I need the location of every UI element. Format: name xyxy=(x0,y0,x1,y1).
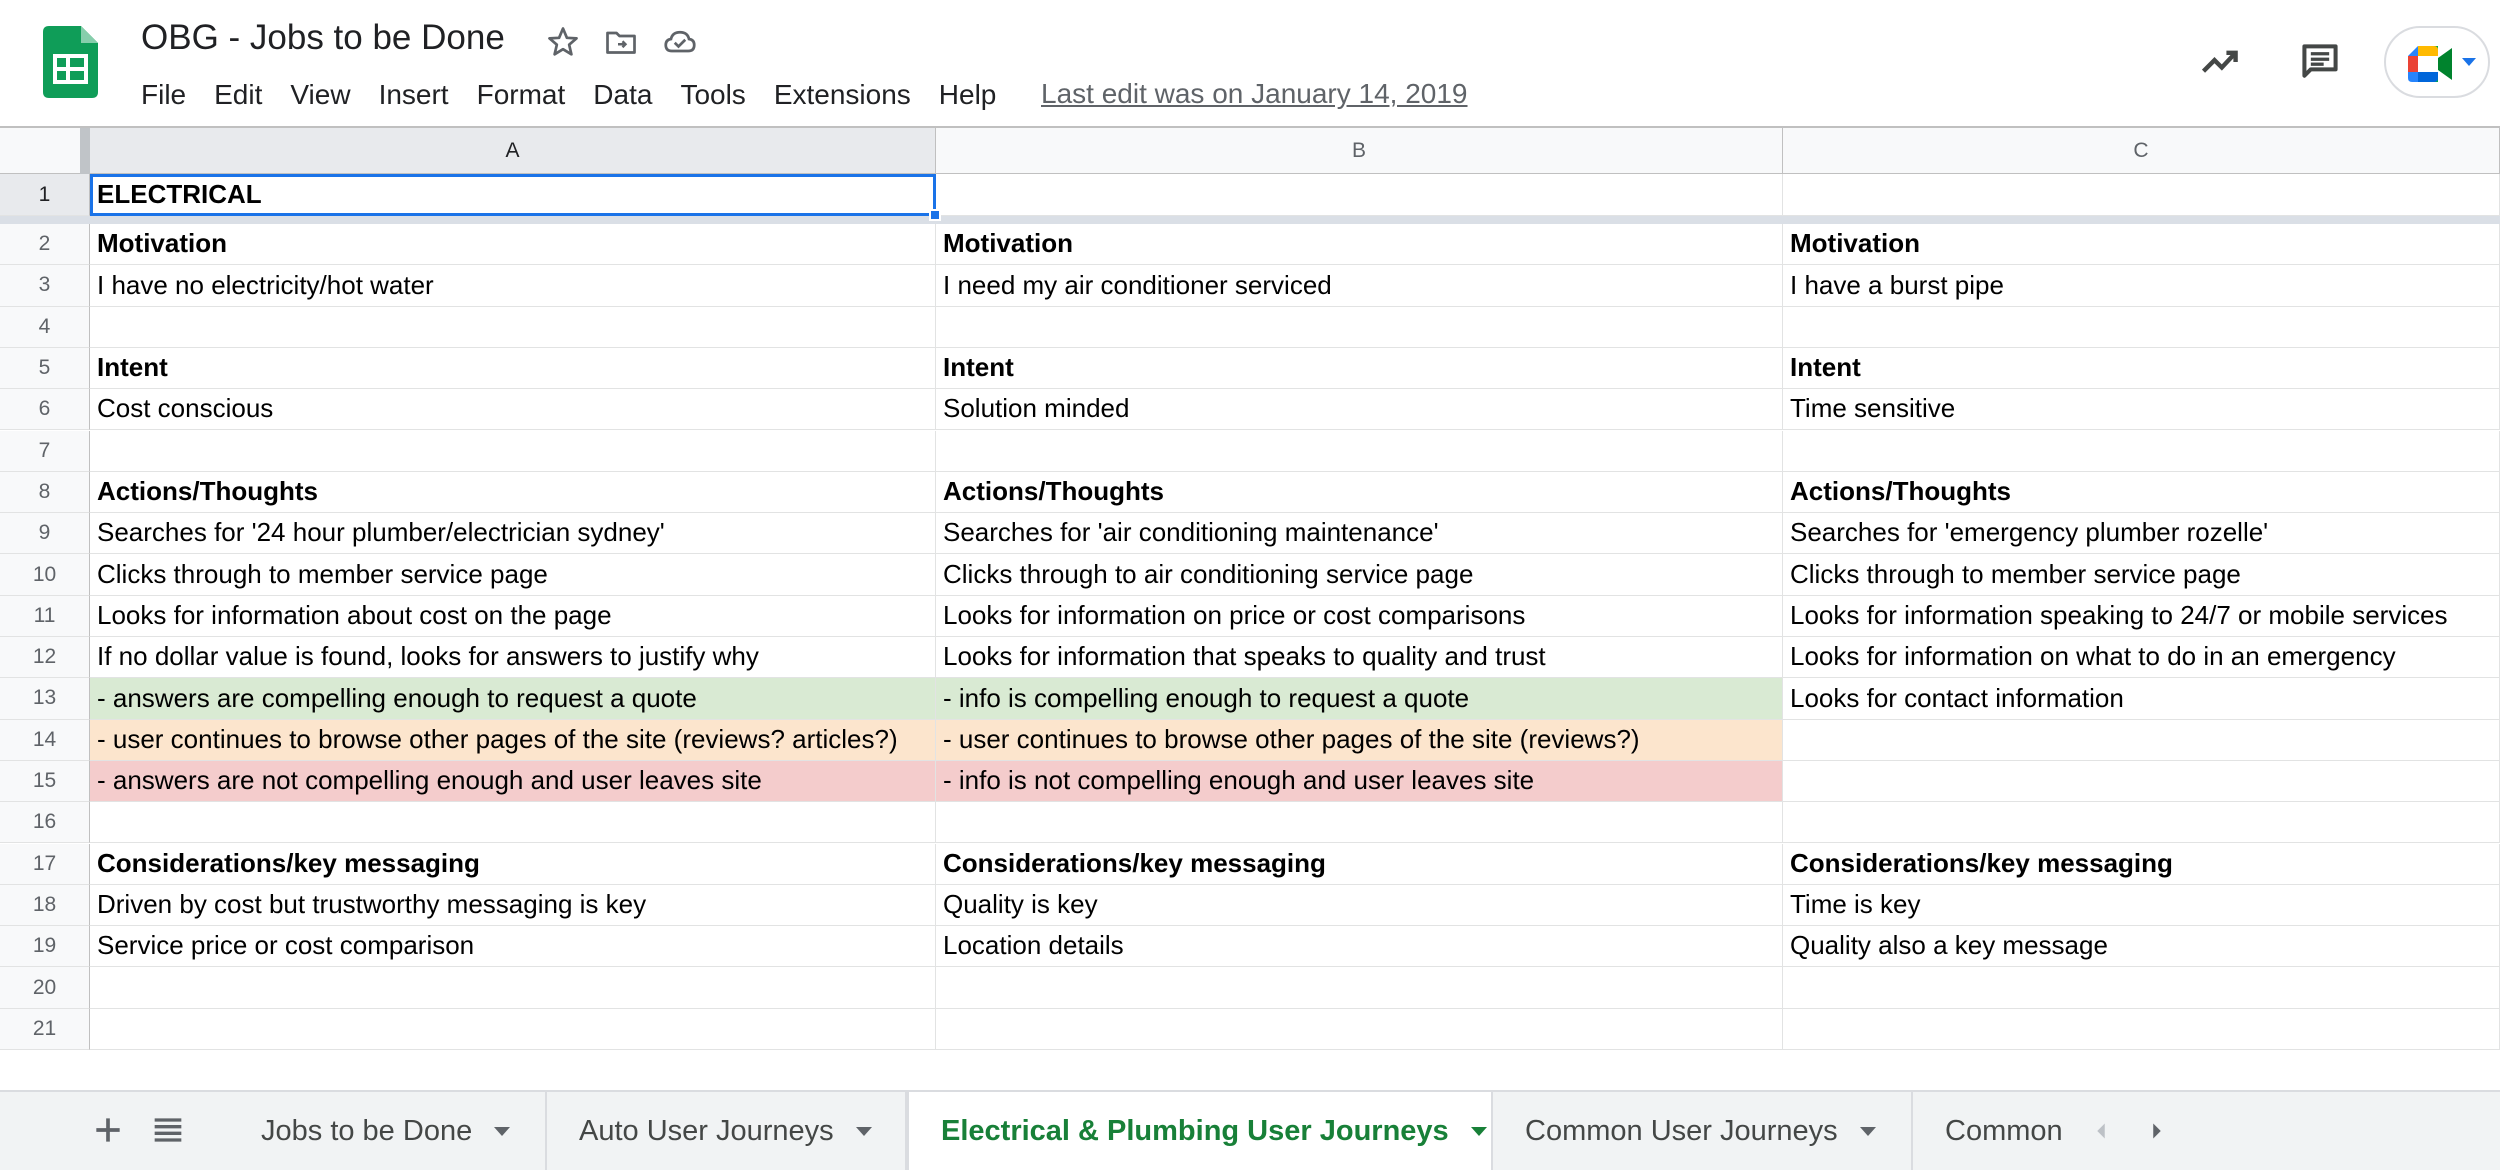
cell-c15[interactable] xyxy=(1783,761,2500,802)
sheet-tab-bar xyxy=(0,1090,2500,1170)
cell-a1[interactable]: ELECTRICAL xyxy=(90,174,936,216)
cell-b16[interactable] xyxy=(936,802,1783,843)
row-header-21[interactable]: 21 xyxy=(0,1009,90,1050)
cell-a21[interactable] xyxy=(90,1009,936,1050)
cell-b5[interactable]: Intent xyxy=(936,348,1783,389)
cell-a16[interactable] xyxy=(90,802,936,843)
cell-c16[interactable] xyxy=(1783,802,2500,843)
tab-menu-arrow-icon[interactable] xyxy=(1860,1127,1876,1136)
spreadsheet-grid[interactable] xyxy=(0,128,2500,1068)
menu-file[interactable]: File xyxy=(141,79,187,110)
cell-a19[interactable]: Service price or cost comparison xyxy=(90,926,936,967)
cell-b7[interactable] xyxy=(936,431,1783,472)
add-sheet-icon[interactable] xyxy=(88,1110,128,1150)
cell-b8[interactable]: Actions/Thoughts xyxy=(936,472,1783,513)
cell-a5[interactable]: Intent xyxy=(90,348,936,389)
cell-a7[interactable] xyxy=(90,431,936,472)
sheets-logo-icon[interactable] xyxy=(43,26,98,98)
row-header-7[interactable]: 7 xyxy=(0,431,90,472)
cell-a11[interactable]: Looks for information about cost on the page xyxy=(90,596,936,637)
column-header-c[interactable]: C xyxy=(1783,128,2500,174)
cell-a13[interactable]: - answers are compelling enough to request a quote xyxy=(90,678,936,719)
column-header-b[interactable]: B xyxy=(936,128,1783,174)
row-header-5[interactable]: 5 xyxy=(0,348,90,389)
cell-c7[interactable] xyxy=(1783,431,2500,472)
menu-edit[interactable]: Edit xyxy=(214,79,263,110)
row-header-8[interactable]: 8 xyxy=(0,472,90,513)
cell-b10[interactable]: Clicks through to air conditioning service page xyxy=(936,554,1783,595)
cell-b11[interactable]: Looks for information on price or cost comparisons xyxy=(936,596,1783,637)
cloud-saved-icon[interactable] xyxy=(662,24,698,60)
cell-b1[interactable] xyxy=(936,174,1783,216)
cell-b4[interactable] xyxy=(936,307,1783,348)
scroll-left-icon[interactable] xyxy=(2086,1116,2116,1146)
tab-scroll-nav xyxy=(2066,1092,2500,1170)
row-header-14[interactable]: 14 xyxy=(0,720,90,761)
cell-b17[interactable]: Considerations/key messaging xyxy=(936,844,1783,885)
cell-a18[interactable]: Driven by cost but trustworthy messaging is key xyxy=(90,885,936,926)
menu-extensions[interactable]: Extensions xyxy=(773,79,911,110)
tab-menu-arrow-icon[interactable] xyxy=(856,1127,872,1136)
cell-a8[interactable]: Actions/Thoughts xyxy=(90,472,936,513)
row-header-16[interactable]: 16 xyxy=(0,802,90,843)
cell-a14[interactable]: - user continues to browse other pages of the site (reviews? articles?) xyxy=(90,720,936,761)
select-all-corner[interactable] xyxy=(0,128,90,174)
last-edit-link[interactable]: Last edit was on January 14, 2019 xyxy=(1041,78,1468,109)
all-sheets-icon[interactable] xyxy=(148,1110,188,1150)
cell-b21[interactable] xyxy=(936,1009,1783,1050)
row-header-2[interactable]: 2 xyxy=(0,224,90,265)
cell-b13[interactable]: - info is compelling enough to request a quote xyxy=(936,678,1783,719)
cell-a10[interactable]: Clicks through to member service page xyxy=(90,554,936,595)
menu-help[interactable]: Help xyxy=(938,79,997,110)
frozen-row-divider[interactable] xyxy=(0,216,2500,224)
comment-icon[interactable] xyxy=(2298,40,2342,84)
cell-b3[interactable]: I need my air conditioner serviced xyxy=(936,265,1783,306)
chevron-down-icon xyxy=(2462,58,2476,68)
cell-c14[interactable] xyxy=(1783,720,2500,761)
row-header-1[interactable]: 1 xyxy=(0,174,90,216)
row-header-13[interactable]: 13 xyxy=(0,678,90,719)
menu-format[interactable]: Format xyxy=(476,79,566,110)
cell-b20[interactable] xyxy=(936,967,1783,1008)
move-to-folder-icon[interactable] xyxy=(603,24,639,60)
activity-trend-icon[interactable] xyxy=(2198,40,2242,84)
cell-c2[interactable]: Motivation xyxy=(1783,224,2500,265)
row-header-10[interactable]: 10 xyxy=(0,554,90,595)
cell-c10[interactable]: Clicks through to member service page xyxy=(1783,554,2500,595)
sheet-tab-jobs-to-be-done[interactable] xyxy=(229,1092,547,1170)
cell-a6[interactable]: Cost conscious xyxy=(90,389,936,430)
fill-handle[interactable] xyxy=(929,209,941,221)
cell-b12[interactable]: Looks for information that speaks to quality and trust xyxy=(936,637,1783,678)
cell-b15[interactable]: - info is not compelling enough and user leaves site xyxy=(936,761,1783,802)
tab-menu-arrow-icon[interactable] xyxy=(1471,1127,1487,1136)
sheet-tab-label: Auto User Journeys xyxy=(579,1114,834,1147)
menu-bar xyxy=(141,78,1024,112)
menu-tools[interactable]: Tools xyxy=(680,79,746,110)
cell-c12[interactable]: Looks for information on what to do in an emergency xyxy=(1783,637,2500,678)
cell-c19[interactable]: Quality also a key message xyxy=(1783,926,2500,967)
cell-a2[interactable]: Motivation xyxy=(90,224,936,265)
row-header-19[interactable]: 19 xyxy=(0,926,90,967)
row-header-20[interactable]: 20 xyxy=(0,967,90,1008)
cell-c6[interactable]: Time sensitive xyxy=(1783,389,2500,430)
cell-c4[interactable] xyxy=(1783,307,2500,348)
cell-b6[interactable]: Solution minded xyxy=(936,389,1783,430)
row-header-15[interactable]: 15 xyxy=(0,761,90,802)
cell-a15[interactable]: - answers are not compelling enough and user leaves site xyxy=(90,761,936,802)
star-icon[interactable] xyxy=(545,24,581,60)
sheet-tab-label: Common xyxy=(1945,1114,2063,1147)
cell-c5[interactable]: Intent xyxy=(1783,348,2500,389)
row-header-12[interactable]: 12 xyxy=(0,637,90,678)
cell-b9[interactable]: Searches for 'air conditioning maintenance' xyxy=(936,513,1783,554)
cell-c13[interactable]: Looks for contact information xyxy=(1783,678,2500,719)
cell-a20[interactable] xyxy=(90,967,936,1008)
sheet-tab-electrical-plumbing-user-journeys[interactable] xyxy=(907,1092,1493,1170)
row-header-3[interactable]: 3 xyxy=(0,265,90,306)
horizontal-scrollbar[interactable] xyxy=(0,1066,2500,1068)
row-header-6[interactable]: 6 xyxy=(0,389,90,430)
row-header-17[interactable]: 17 xyxy=(0,844,90,885)
row-header-18[interactable]: 18 xyxy=(0,885,90,926)
document-title[interactable]: OBG - Jobs to be Done xyxy=(141,18,505,57)
meet-icon xyxy=(2408,46,2454,82)
cell-b19[interactable]: Location details xyxy=(936,926,1783,967)
tab-menu-arrow-icon[interactable] xyxy=(494,1127,510,1136)
sheet-tab-label: Electrical & Plumbing User Journeys xyxy=(941,1114,1449,1147)
cell-c18[interactable]: Time is key xyxy=(1783,885,2500,926)
cell-b2[interactable]: Motivation xyxy=(936,224,1783,265)
menu-view[interactable]: View xyxy=(290,79,351,110)
cell-c9[interactable]: Searches for 'emergency plumber rozelle' xyxy=(1783,513,2500,554)
cell-c3[interactable]: I have a burst pipe xyxy=(1783,265,2500,306)
cell-c8[interactable]: Actions/Thoughts xyxy=(1783,472,2500,513)
meet-button[interactable] xyxy=(2384,26,2490,98)
sheet-tab-label: Jobs to be Done xyxy=(261,1114,473,1147)
cell-a4[interactable] xyxy=(90,307,936,348)
menu-insert[interactable]: Insert xyxy=(378,79,449,110)
row-header-4[interactable]: 4 xyxy=(0,307,90,348)
scroll-right-icon[interactable] xyxy=(2142,1116,2172,1146)
menu-data[interactable]: Data xyxy=(593,79,653,110)
cell-b14[interactable]: - user continues to browse other pages of the site (reviews?) xyxy=(936,720,1783,761)
cell-c1[interactable] xyxy=(1783,174,2500,216)
cell-a17[interactable]: Considerations/key messaging xyxy=(90,844,936,885)
freeze-handle[interactable] xyxy=(80,128,90,174)
sheet-tab-label: Common User Journeys xyxy=(1525,1114,1838,1147)
row-header-11[interactable]: 11 xyxy=(0,596,90,637)
cell-c21[interactable] xyxy=(1783,1009,2500,1050)
sheet-tab-auto-user-journeys[interactable] xyxy=(547,1092,907,1170)
cell-b18[interactable]: Quality is key xyxy=(936,885,1783,926)
app-header xyxy=(0,0,2500,128)
row-header-9[interactable]: 9 xyxy=(0,513,90,554)
cell-a9[interactable]: Searches for '24 hour plumber/electrician sydney' xyxy=(90,513,936,554)
cell-a12[interactable]: If no dollar value is found, looks for answers to justify why xyxy=(90,637,936,678)
cell-c20[interactable] xyxy=(1783,967,2500,1008)
cell-a3[interactable]: I have no electricity/hot water xyxy=(90,265,936,306)
column-header-a[interactable]: A xyxy=(90,128,936,174)
sheet-tab-common-user-journeys[interactable] xyxy=(1493,1092,1913,1170)
cell-c11[interactable]: Looks for information speaking to 24/7 or mobile services xyxy=(1783,596,2500,637)
cell-c17[interactable]: Considerations/key messaging xyxy=(1783,844,2500,885)
